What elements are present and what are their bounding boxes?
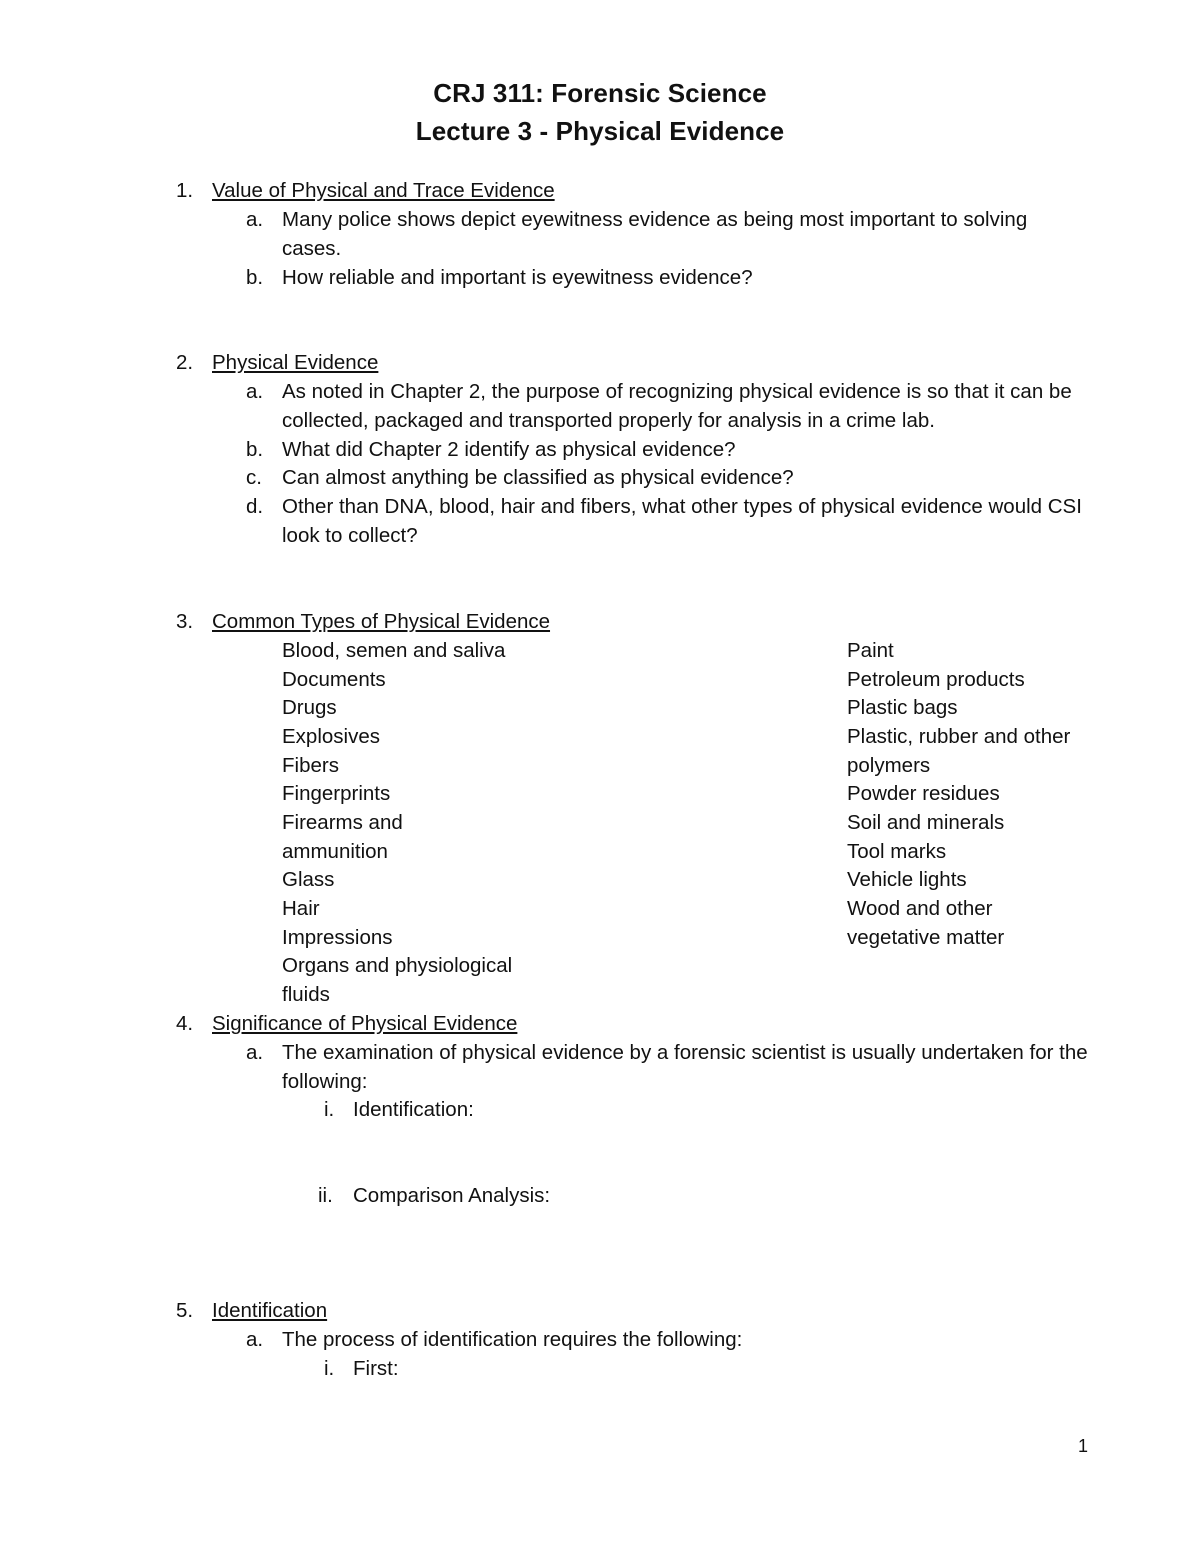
item-marker: a. [246,208,264,231]
list-item: Explosives [282,725,380,748]
section-number: 2. [176,351,194,374]
subitem-text: First: [353,1357,399,1380]
list-item: Vehicle lights [847,868,967,891]
page-number: 1 [1077,1436,1088,1456]
section-heading: Significance of Physical Evidence [212,1012,518,1035]
list-item: Plastic bags [847,696,958,719]
list-item: Firearms and [282,811,403,834]
list-item: Fibers [282,754,339,777]
item-text: cases. [282,237,342,260]
item-text: What did Chapter 2 identify as physical evidence? [282,438,736,461]
item-marker: c. [246,466,262,489]
list-item: Fingerprints [282,782,391,805]
item-marker: d. [246,495,264,518]
list-item: Hair [282,897,320,920]
subitem-marker: ii. [318,1184,333,1207]
item-text: following: [282,1070,368,1093]
item-marker: b. [246,266,264,289]
item-marker: a. [246,380,264,403]
item-text: Many police shows depict eyewitness evidence as being most important to solving [282,208,1028,231]
subitem-marker: i. [324,1098,335,1121]
document-title: CRJ 311: Forensic Science [433,78,767,108]
section-heading: Physical Evidence [212,351,379,374]
list-item: Plastic, rubber and other [847,725,1071,748]
item-text: collected, packaged and transported properly for analysis in a crime lab. [282,409,935,432]
section-number: 3. [176,610,194,633]
list-item: Paint [847,639,894,662]
subitem-marker: i. [324,1357,335,1380]
item-text: As noted in Chapter 2, the purpose of recognizing physical evidence is so that it can be [282,380,1072,403]
list-item: Tool marks [847,840,947,863]
list-item: Soil and minerals [847,811,1005,834]
item-marker: a. [246,1328,264,1351]
list-item: Drugs [282,696,337,719]
subitem-text: Comparison Analysis: [353,1184,551,1207]
section-number: 5. [176,1299,194,1322]
item-text: The process of identification requires the following: [282,1328,743,1351]
item-text: look to collect? [282,524,418,547]
item-text: How reliable and important is eyewitness evidence? [282,266,753,289]
list-item: Petroleum products [847,668,1025,691]
list-item: polymers [847,754,931,777]
list-item: Impressions [282,926,393,949]
list-item: Documents [282,668,386,691]
section-number: 4. [176,1012,194,1035]
section-heading: Identification [212,1299,328,1322]
list-item: vegetative matter [847,926,1005,949]
section-heading: Value of Physical and Trace Evidence [212,179,555,202]
list-item: Blood, semen and saliva [282,639,506,662]
list-item: fluids [282,983,330,1006]
section-heading: Common Types of Physical Evidence [212,610,551,633]
item-text: Other than DNA, blood, hair and fibers, what other types of physical evidence would CSI [282,495,1082,518]
list-item: Wood and other [847,897,993,920]
section-number: 1. [176,179,194,202]
item-marker: a. [246,1041,264,1064]
list-item: Glass [282,868,335,891]
item-text: The examination of physical evidence by a forensic scientist is usually undertaken for the [282,1041,1088,1064]
list-item: Powder residues [847,782,1000,805]
list-item: ammunition [282,840,388,863]
item-text: Can almost anything be classified as physical evidence? [282,466,794,489]
subitem-text: Identification: [353,1098,474,1121]
document-subtitle: Lecture 3 - Physical Evidence [415,116,785,146]
item-marker: b. [246,438,264,461]
list-item: Organs and physiological [282,954,513,977]
